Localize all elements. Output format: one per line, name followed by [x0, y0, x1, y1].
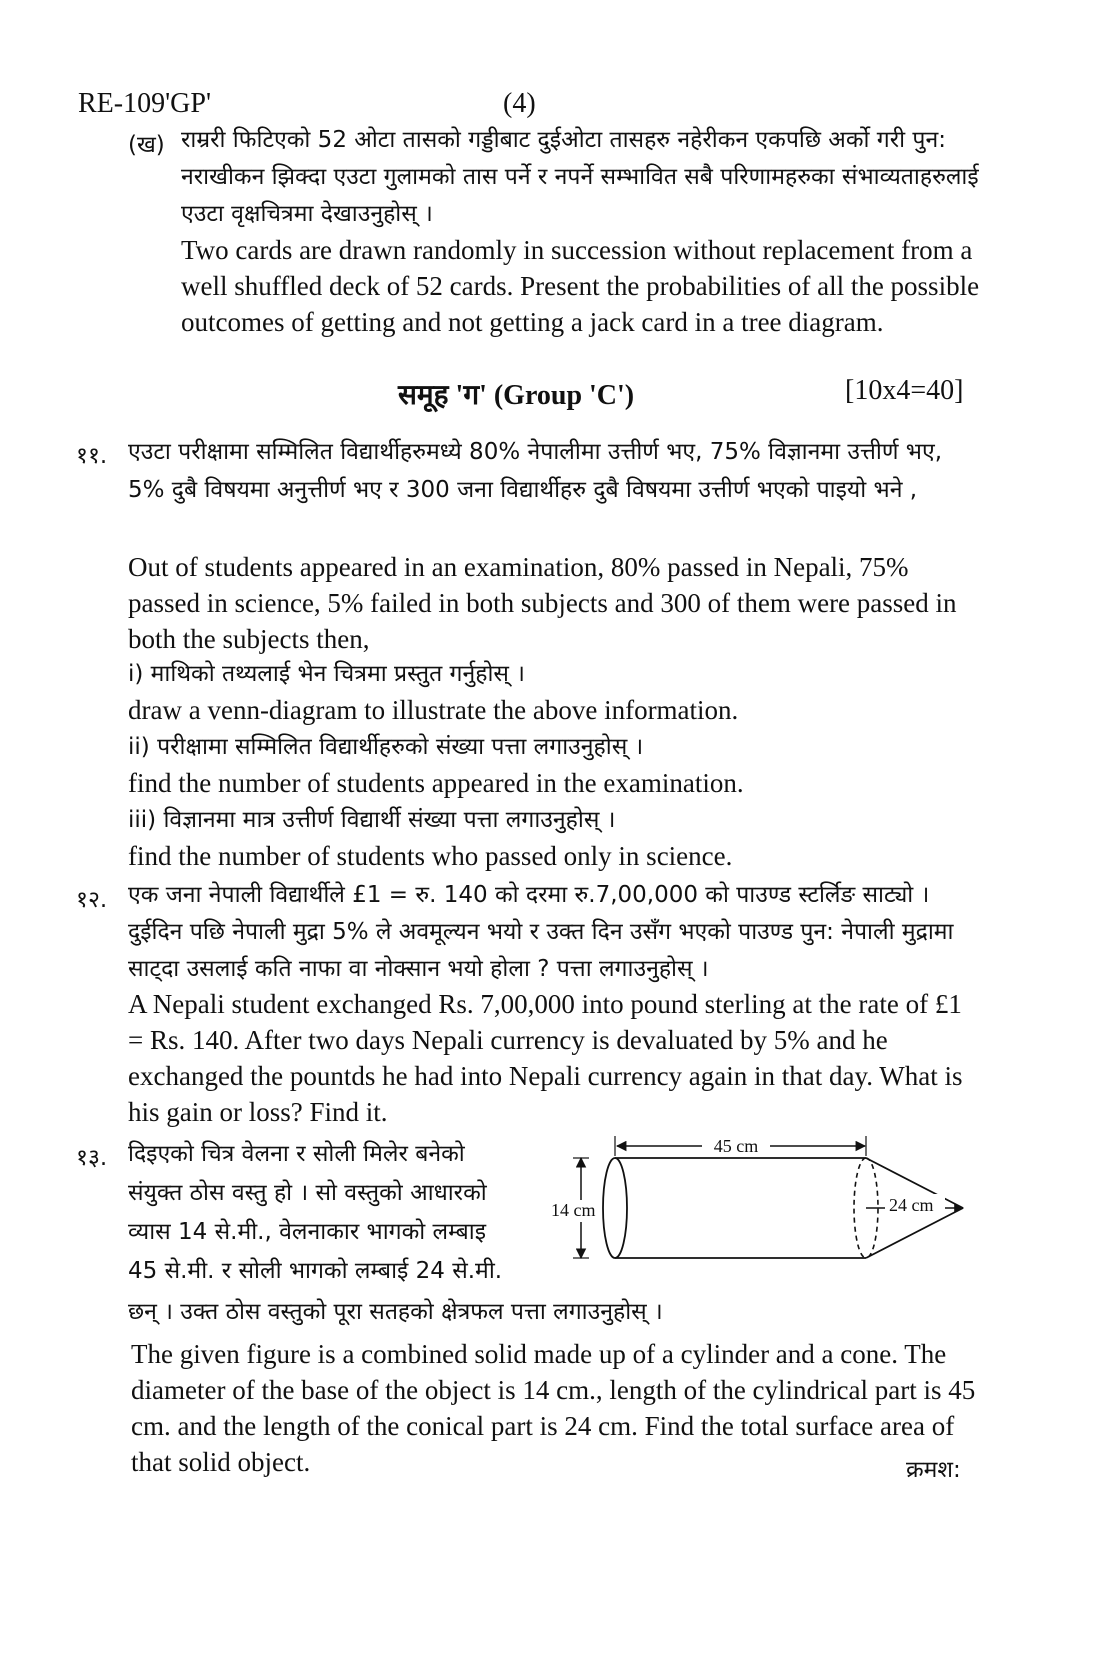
- q13-number: १३.: [76, 1145, 108, 1171]
- q13-nepali-line4: 45 से.मी. र सोली भागको लम्बाई 24 से.मी.: [128, 1258, 503, 1284]
- diameter-label: 14 cm: [551, 1200, 596, 1220]
- q10b-nepali: राम्ररी फिटिएको 52 ओटा तासको गड्डीबाट दुईओटा तासहरु नहेरीकन एकपछि अर्को गरी पुन: नराखीकन झिक्दा एउटा गुलामको तास पर्ने र नपर्ने सम्भावित सबै परिणामहरुका संभाव्यताहरुलाई एउटा वृक्षचित्रमा देखाउनुहोस् ।: [181, 127, 979, 227]
- group-c-title: समूह 'ग' (Group 'C'): [398, 380, 635, 411]
- q13-nepali-line3: व्यास 14 से.मी., वेलनाकार भागको लम्बाइ: [128, 1219, 487, 1245]
- q11-part1-english: draw a venn-diagram to illustrate the above information.: [128, 695, 739, 725]
- q12-number: १२.: [76, 887, 108, 913]
- q11-part3-nepali: iii) विज्ञानमा मात्र उत्तीर्ण विद्यार्थी संख्या पत्ता लगाउनुहोस् ।: [128, 807, 616, 833]
- q11-english: Out of students appeared in an examination, 80% passed in Nepali, 75% passed in science, 5% failed in both subjects and 300 of them were passed in both the subjects then,: [128, 552, 957, 654]
- page-number: (4): [503, 88, 536, 119]
- q11-part2-nepali: ii) परीक्षामा सम्मिलित विद्यार्थीहरुको संख्या पत्ता लगाउनुहोस् ।: [128, 734, 644, 760]
- q11-number: ११.: [76, 443, 108, 469]
- q10b-label: (ख): [128, 132, 165, 158]
- group-c-marks: [10x4=40]: [845, 375, 964, 406]
- q11-part2-english: find the number of students appeared in the examination.: [128, 768, 744, 798]
- cone-lower-slant: [866, 1208, 963, 1258]
- q10b-english: Two cards are drawn randomly in succession without replacement from a well shuffled deck of 52 cards. Present the probabilities of all the possible outcomes of getting and not getting a jack card in a tree diagram.: [181, 235, 980, 337]
- paper-code: RE-109'GP': [78, 88, 211, 119]
- cylinder-cone-figure: [545, 1128, 975, 1268]
- q13-nepali-line5: छन् । उक्त ठोस वस्तुको पूरा सतहको क्षेत्रफल पत्ता लगाउनुहोस् ।: [128, 1299, 663, 1325]
- q12-english: A Nepali student exchanged Rs. 7,00,000 into pound sterling at the rate of £1 = Rs. 140. After two days Nepali currency is devaluated by 5% and he exchanged the pountds he had into Nepali currency again in that day. What is his gain or loss? Find it.: [128, 989, 963, 1127]
- q11-part1-nepali: i) माथिको तथ्यलाई भेन चित्रमा प्रस्तुत गर्नुहोस् ।: [128, 661, 526, 687]
- q13-english: The given figure is a combined solid made up of a cylinder and a cone. The diameter of the base of the object is 14 cm., length of the cylindrical part is 45 cm. and the length of the conical part is 24 cm. Find the total surface area of that solid object.: [131, 1339, 976, 1477]
- continued-label: क्रमश:: [906, 1457, 961, 1483]
- cylinder-left-base: [603, 1158, 627, 1258]
- q12-nepali: एक जना नेपाली विद्यार्थीले £1 = रु. 140 को दरमा रु.7,00,000 को पाउण्ड स्टर्लिङ साट्यो । दुईदिन पछि नेपाली मुद्रा 5% ले अवमूल्यन भयो र उक्त दिन उसँग भएको पाउण्ड पुन: नेपाली मुद्रामा साट्दा उसलाई कति नाफा वा नोक्सान भयो होला ? पत्ता लगाउनुहोस् ।: [128, 882, 954, 982]
- cone-label: 24 cm: [889, 1195, 934, 1215]
- cylinder-right-base-hidden: [854, 1158, 866, 1258]
- length-label: 45 cm: [713, 1136, 759, 1156]
- q13-nepali-line1: दिइएको चित्र वेलना र सोली मिलेर बनेको: [128, 1141, 465, 1167]
- q13-nepali-line2: संयुक्त ठोस वस्तु हो । सो वस्तुको आधारको: [128, 1180, 487, 1206]
- q11-nepali: एउटा परीक्षामा सम्मिलित विद्यार्थीहरुमध्ये 80% नेपालीमा उत्तीर्ण भए, 75% विज्ञानमा उत्तीर्ण भए, 5% दुबै विषयमा अनुत्तीर्ण भए र 300 जना विद्यार्थीहरु दुबै विषयमा उत्तीर्ण भएको पाइयो भने ,: [128, 439, 943, 503]
- q11-part3-english: find the number of students who passed only in science.: [128, 841, 733, 871]
